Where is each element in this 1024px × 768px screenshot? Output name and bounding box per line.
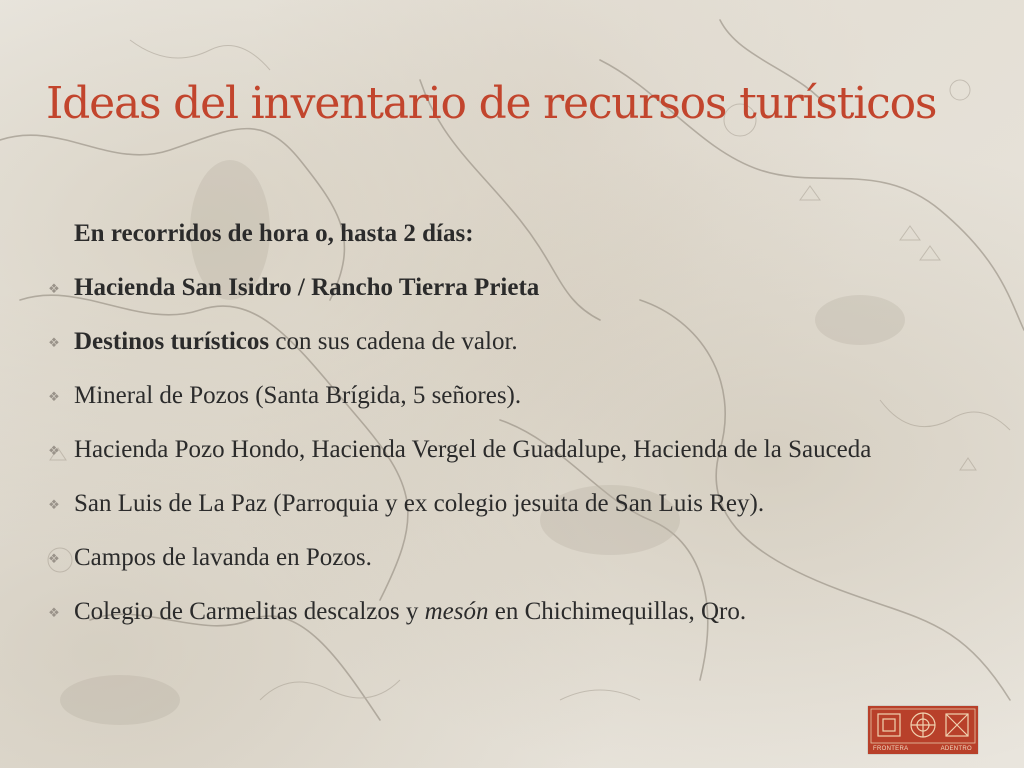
bullet-text [74,544,372,571]
bullet-list [44,270,984,630]
bullet-text-part: Mineral de Pozos (Santa Brígida, 5 señores). [74,382,522,409]
diamond-flower-icon: ❖ [48,551,60,566]
diamond-flower-icon: ❖ [48,605,60,620]
slide-title: Ideas del inventario de recursos turísticos [46,78,937,129]
bullet-text-part: San Luis de La Paz (Parroquia y ex colegio jesuita de San Luis Rey). [74,490,765,517]
diamond-flower-icon: ❖ [48,389,60,404]
bullet-text-part: en Chichimequillas, Qro. [488,598,747,625]
bullet-text-part: Destinos turísticos [74,328,270,355]
bullet-text [74,598,746,625]
bullet-item [44,432,984,468]
slide-content [44,216,984,648]
frontera-adentro-logo [868,706,978,754]
bullet-text-part: mesón [424,598,489,625]
bullet-text-part: Campos de lavanda en Pozos. [74,544,372,571]
bullet-text [74,490,764,517]
bullet-item [44,540,984,576]
bullet-text-part: Hacienda San Isidro / Rancho Tierra Prieta [74,274,540,301]
bullet-item [44,594,984,630]
bullet-text [74,274,539,301]
bullet-text [74,436,871,463]
bullet-text [74,328,518,355]
bullet-text [74,382,521,409]
bullet-text-part: Hacienda Pozo Hondo, Hacienda Vergel de Guadalupe, Hacienda de la Sauceda [74,436,872,463]
bullet-text-part: con sus cadena de valor. [269,328,518,355]
logo-right-text: ADENTRO [940,746,972,752]
diamond-flower-icon: ❖ [48,281,60,296]
diamond-flower-icon: ❖ [48,497,60,512]
diamond-flower-icon: ❖ [48,443,60,458]
bullet-item [44,270,984,306]
bullet-item [44,486,984,522]
intro-text: En recorridos de hora o, hasta 2 días: [74,220,474,247]
bullet-text-part: Colegio de Carmelitas descalzos y [74,598,425,625]
diamond-flower-icon: ❖ [48,335,60,350]
bullet-item [44,378,984,414]
logo-left-text: FRONTERA [873,746,909,752]
bullet-item [44,324,984,360]
